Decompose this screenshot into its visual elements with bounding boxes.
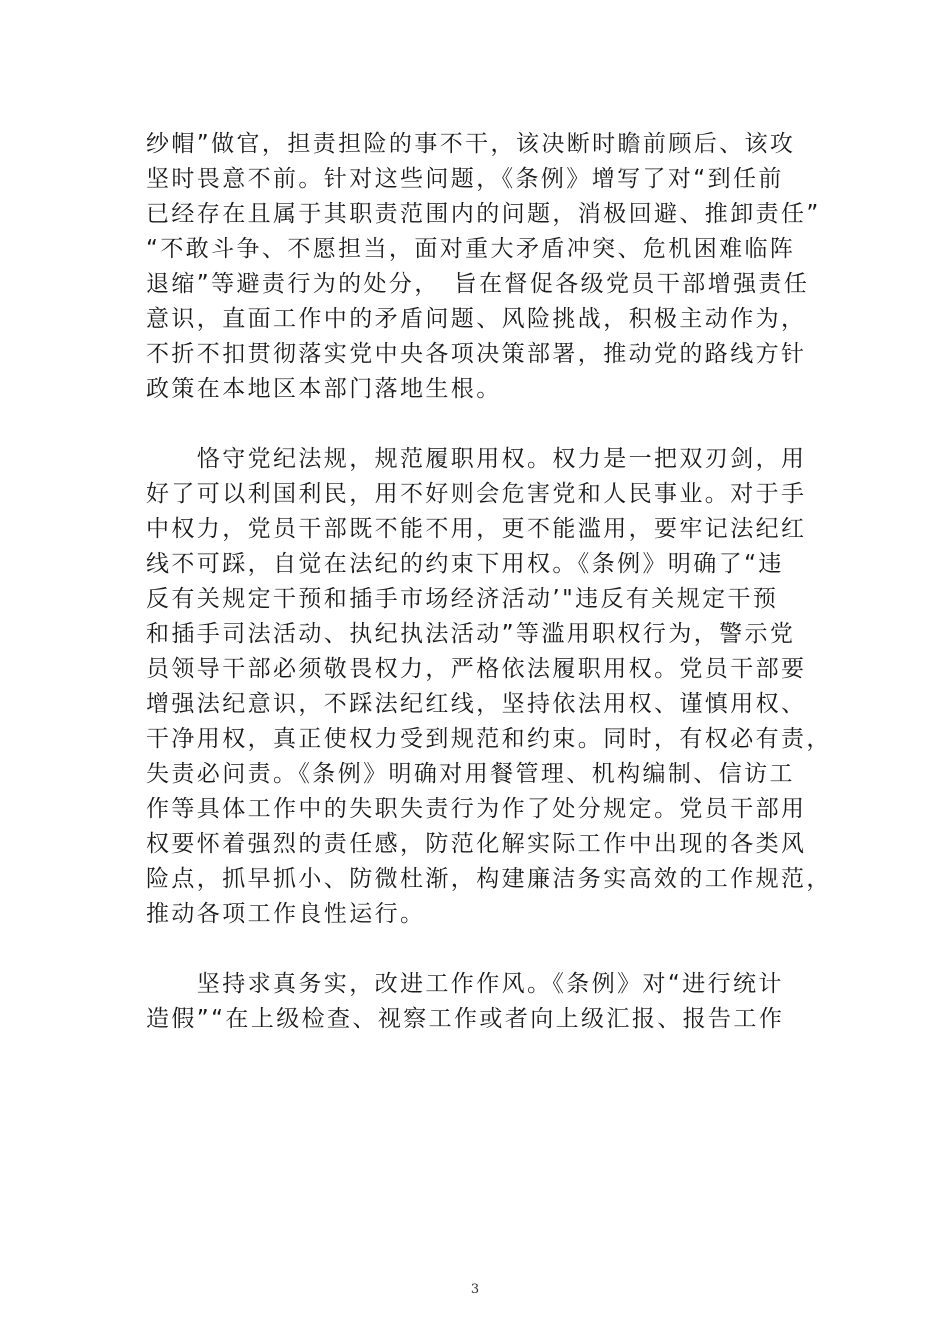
page-number: 3	[470, 1282, 480, 1297]
body-text	[146, 127, 832, 1037]
text-line: 作等具体工作中的失职失责行为作了处分规定。党员干部用	[146, 796, 807, 822]
text-line: 好了可以利国利民，用不好则会危害党和人民事业。对于手	[146, 481, 807, 507]
text-line: 和插手司法活动、执纪执法活动”等滥用职权行为，警示党	[146, 621, 796, 647]
text-line: 推动各项工作良性运行。	[146, 901, 426, 927]
text-line: 反有关规定干预和插手市场经济活动’"违反有关规定干预	[146, 586, 779, 612]
text-line: 退缩”等避责行为的处分， 旨在督促各级党员干部增强责任	[146, 271, 810, 297]
text-line: “不敢斗争、不愿担当，面对重大矛盾冲突、危机困难临阵	[146, 236, 796, 262]
text-line: 增强法纪意识，不踩法纪红线，坚持依法用权、谨慎用权、	[146, 691, 807, 717]
text-line: 政策在本地区本部门落地生根。	[146, 376, 502, 402]
text-line: 险点，抓早抓小、防微杜渐，构建廉洁务实高效的工作规范，	[146, 866, 832, 892]
paragraph-gap	[146, 407, 814, 442]
text-line: 坚持求真务实，改进工作作风。《条例》对“进行统计	[146, 971, 784, 997]
text-line: 干净用权，真正使权力受到规范和约束。同时，有权必有责，	[146, 726, 832, 752]
text-line: 已经存在且属于其职责范围内的问题，消极回避、推卸责任”	[146, 201, 821, 227]
text-line: 失责必问责。《条例》明确对用餐管理、机构编制、信访工	[146, 761, 795, 787]
text-line: 意识，直面工作中的矛盾问题、风险挑战，积极主动作为，	[146, 306, 807, 332]
text-line: 坚时畏意不前。针对这些问题，《条例》增写了对“到任前	[146, 166, 784, 192]
paragraph-gap	[146, 932, 814, 967]
text-line: 中权力，党员干部既不能不用，更不能滥用，要牢记法纪红	[146, 516, 807, 542]
text-line: 员领导干部必须敬畏权力，严格依法履职用权。党员干部要	[146, 656, 807, 682]
text-line: 造假”“在上级检查、视察工作或者向上级汇报、报告工作	[146, 1006, 785, 1032]
text-line: 线不可踩，自觉在法纪的约束下用权。《条例》明确了“违	[146, 551, 784, 577]
text-line: 权要怀着强烈的责任感，防范化解实际工作中出现的各类风	[146, 831, 807, 857]
text-line: 恪守党纪法规，规范履职用权。权力是一把双刃剑，用	[146, 446, 807, 472]
text-line: 纱帽”做官，担责担险的事不干，该决断时瞻前顾后、该攻	[146, 131, 796, 157]
text-line: 不折不扣贯彻落实党中央各项决策部署，推动党的路线方针	[146, 341, 807, 367]
